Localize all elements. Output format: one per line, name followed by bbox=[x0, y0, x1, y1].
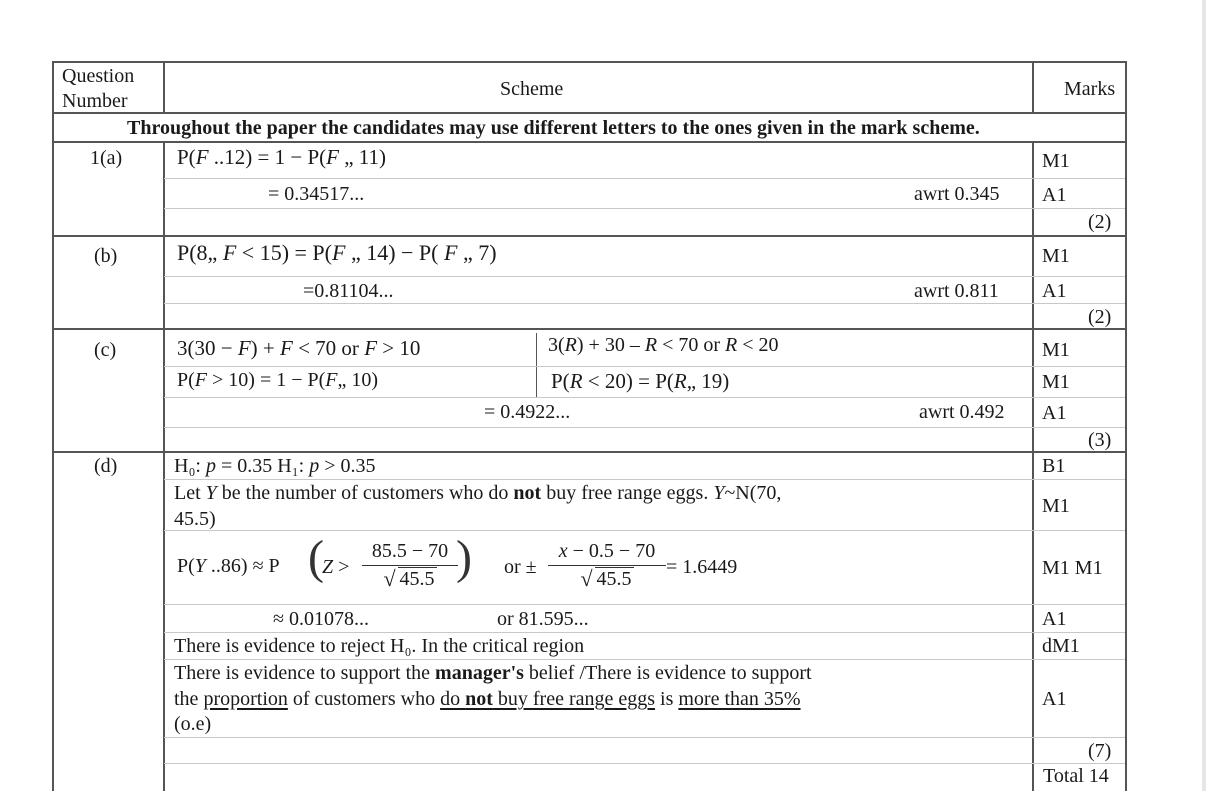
q1d-support-3: (o.e) bbox=[174, 713, 212, 735]
q1d-hypotheses: H₀: p = 0.35 H₁: p > 0.35 bbox=[174, 455, 376, 477]
q1a-total: (2) bbox=[1088, 211, 1112, 233]
q1a-label: 1(a) bbox=[90, 147, 123, 169]
grand-total: Total 14 bbox=[1043, 765, 1109, 787]
q1d-mark-m1m1: M1 M1 bbox=[1042, 557, 1103, 579]
q1d-den-2: 45.5 bbox=[596, 568, 632, 590]
q1b-mark-1: M1 bbox=[1042, 245, 1070, 267]
q1b-total: (2) bbox=[1088, 306, 1112, 328]
q1d-mark-b1: B1 bbox=[1042, 455, 1066, 477]
q1d-num-1: 85.5 − 70 bbox=[371, 540, 449, 562]
q1d-let-line1: Let Y be the number of customers who do not buy free range eggs. Y~N(70, bbox=[174, 482, 782, 504]
q1a-working: P(F ..12) = 1 − P(F „ 11) bbox=[177, 145, 386, 169]
header-question-number-line2: Number bbox=[62, 90, 128, 112]
q1d-mark-dm1: dM1 bbox=[1042, 635, 1080, 657]
q1b-working: P(8„ F < 15) = P(F „ 14) − P( F „ 7) bbox=[177, 240, 497, 265]
q1d-or-1: or ± bbox=[504, 556, 537, 578]
scheme-note: Throughout the paper the candidates may use different letters to the ones given in the mark scheme. bbox=[127, 117, 980, 139]
q1c-label: (c) bbox=[94, 339, 117, 361]
q1d-num-2: x − 0.5 − 70 bbox=[558, 540, 656, 562]
q1b-mark-2: A1 bbox=[1042, 280, 1067, 302]
q1d-label: (d) bbox=[94, 455, 118, 477]
q1d-support-1: There is evidence to support the manager's belief /There is evidence to support bbox=[174, 662, 812, 684]
q1d-mark-a1-final: A1 bbox=[1042, 688, 1067, 710]
header-question-number: Question bbox=[62, 65, 135, 87]
q1d-or-2: or 81.595... bbox=[497, 608, 589, 630]
q1c-total: (3) bbox=[1088, 429, 1112, 451]
q1c-mark-1: M1 bbox=[1042, 339, 1070, 361]
q1c-mark-2: M1 bbox=[1042, 371, 1070, 393]
q1b-value: =0.81104... bbox=[303, 280, 394, 302]
q1a-awrt: awrt 0.345 bbox=[914, 183, 1000, 205]
q1d-fraction-2 bbox=[548, 540, 666, 591]
q1d-mark-a1: A1 bbox=[1042, 608, 1067, 630]
q1d-critical-eq: = 1.6449 bbox=[666, 556, 738, 578]
q1d-let-line2: 45.5) bbox=[174, 508, 216, 530]
q1c-awrt: awrt 0.492 bbox=[919, 401, 1005, 423]
q1d-prob-lhs: P(Y ..86) ≈ P bbox=[177, 555, 280, 577]
header-marks: Marks bbox=[1064, 78, 1116, 100]
q1d-fraction-1 bbox=[362, 540, 458, 591]
q1d-approx: ≈ 0.01078... bbox=[273, 608, 369, 630]
q1d-total: (7) bbox=[1088, 740, 1112, 762]
q1d-mark-m1: M1 bbox=[1042, 495, 1070, 517]
q1a-mark-1: M1 bbox=[1042, 150, 1070, 172]
q1c-value: = 0.4922... bbox=[484, 401, 571, 423]
q1d-right-paren: ) bbox=[456, 531, 472, 584]
q1a-mark-2: A1 bbox=[1042, 184, 1067, 206]
q1c-mark-3: A1 bbox=[1042, 402, 1067, 424]
q1d-left-paren: ( bbox=[308, 531, 324, 584]
q1d-reject: There is evidence to reject H₀. In the critical region bbox=[174, 635, 585, 657]
page-edge bbox=[1202, 0, 1206, 791]
q1d-den-1: 45.5 bbox=[399, 568, 435, 590]
q1a-value: = 0.34517... bbox=[268, 183, 365, 205]
q1b-awrt: awrt 0.811 bbox=[914, 280, 999, 302]
q1d-z: Z > bbox=[322, 556, 350, 578]
q1b-label: (b) bbox=[94, 245, 118, 267]
q1c-right-2: P(R < 20) = P(R„ 19) bbox=[551, 369, 730, 393]
q1d-support-2: the proportion of customers who do not buy free range eggs is more than 35% bbox=[174, 688, 801, 710]
q1c-left-1: 3(30 − F) + F < 70 or F > 10 bbox=[177, 336, 421, 360]
header-scheme: Scheme bbox=[500, 78, 564, 100]
q1c-right-1: 3(R) + 30 – R < 70 or R < 20 bbox=[548, 334, 779, 356]
q1c-left-2: P(F > 10) = 1 − P(F„ 10) bbox=[177, 369, 379, 391]
